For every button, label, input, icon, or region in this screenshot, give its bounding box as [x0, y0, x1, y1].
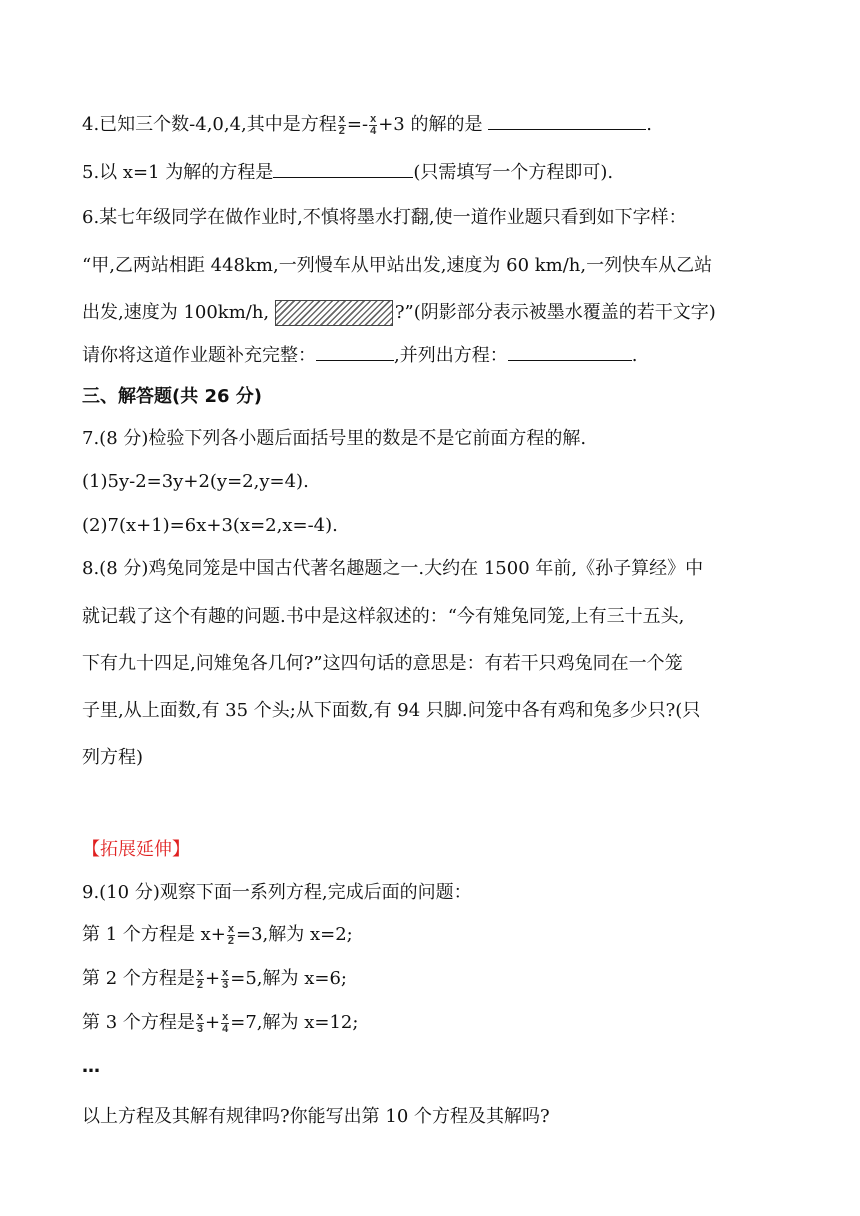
fraction-x-over-3: $\frac{x}{3}$ [222, 966, 229, 991]
question-5: 5.以 x=1 为解的方程是 (只需填写一个方程即可). [82, 159, 613, 186]
fraction-x-over-4: $\frac{x}{4}$ [222, 1010, 229, 1035]
question-7-part-2: (2)7(x+1)=6x+3(x=2,x=-4). [82, 515, 338, 536]
answer-blank-q5[interactable] [273, 159, 413, 178]
ellipsis: … [82, 1056, 101, 1077]
question-6-line-3: 出发,速度为 100km/h, ?”(阴影部分表示被墨水覆盖的若干文字) [82, 300, 716, 326]
question-8-line: 子里,从上面数,有 35 个头;从下面数,有 94 只脚.问笼中各有鸡和兔多少只?(只 [82, 700, 701, 721]
question-6-line-1: 6.某七年级同学在做作业时,不慎将墨水打翻,使一道作业题只看到如下字样： [82, 207, 687, 228]
ink-blot-hatched-box [275, 300, 393, 326]
question-9-equation-2: 第 2 个方程是 $\frac{x}{2}$ + $\frac{x}{3}$ =5,解为 x=6; [82, 966, 347, 991]
fraction-x-over-2: $\frac{x}{2}$ [227, 922, 234, 947]
q4-prefix: 4.已知三个数-4,0,4,其中是方程 [82, 114, 337, 135]
question-8-line: 就记载了这个有趣的问题.书中是这样叙述的：“今有雉兔同笼,上有三十五头, [82, 606, 685, 627]
answer-blank-q4[interactable] [488, 111, 646, 130]
answer-blank-q6-problem[interactable] [316, 342, 394, 361]
question-8-line: 下有九十四足,问雉兔各几何?”这四句话的意思是：有若干只鸡兔同在一个笼 [82, 653, 683, 674]
fraction-x-over-4: $\frac{x}{4}$ [370, 112, 377, 137]
question-8-line: 列方程) [82, 747, 144, 768]
question-9-stem: 9.(10 分)观察下面一系列方程,完成后面的问题： [82, 882, 472, 903]
question-9-question: 以上方程及其解有规律吗?你能写出第 10 个方程及其解吗? [82, 1106, 550, 1127]
question-4: 4.已知三个数-4,0,4,其中是方程 $\frac{x}{2}$ =- $\frac{x}{4}$ +3 的解的是 . [82, 112, 652, 137]
answer-blank-q6-equation[interactable] [508, 342, 632, 361]
question-9-equation-1: 第 1 个方程是 x+ $\frac{x}{2}$ =3,解为 x=2; [82, 922, 353, 947]
question-6-line-4: 请你将这道作业题补充完整： ,并列出方程： . [82, 342, 637, 369]
question-9-equation-3: 第 3 个方程是 $\frac{x}{3}$ + $\frac{x}{4}$ =7,解为 x=12; [82, 1010, 359, 1035]
section-title-answer-questions: 三、解答题(共 26 分) [82, 386, 263, 407]
extension-heading: 【拓展延伸】 [82, 839, 190, 860]
question-6-line-2: “甲,乙两站相距 448km,一列慢车从甲站出发,速度为 60 km/h,一列快车从乙站 [82, 255, 713, 276]
question-8-line: 8.(8 分)鸡兔同笼是中国古代著名趣题之一.大约在 1500 年前,《孙子算经》中 [82, 558, 704, 579]
question-7-part-1: (1)5y-2=3y+2(y=2,y=4). [82, 471, 309, 492]
fraction-x-over-3: $\frac{x}{3}$ [196, 1010, 204, 1035]
question-7-stem: 7.(8 分)检验下列各小题后面括号里的数是不是它前面方程的解. [82, 428, 587, 449]
fraction-x-over-2: $\frac{x}{2}$ [338, 112, 345, 137]
fraction-x-over-2: $\frac{x}{2}$ [196, 966, 204, 991]
